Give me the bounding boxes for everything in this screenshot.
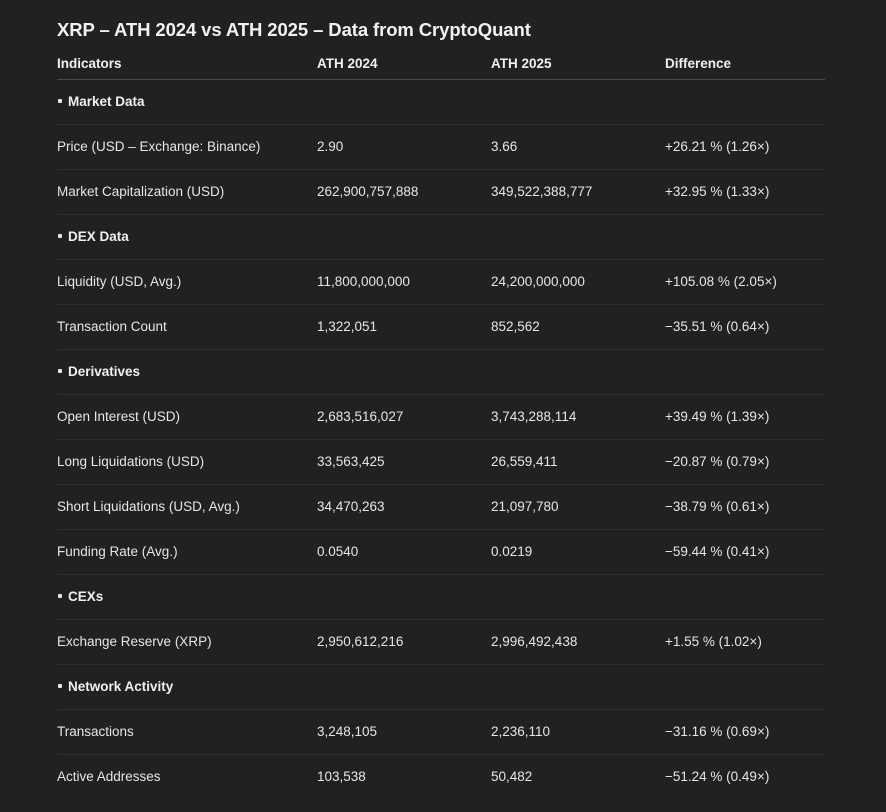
section-label: Derivatives <box>68 364 141 379</box>
section-label: Market Data <box>68 94 145 109</box>
indicator-cell: Liquidity (USD, Avg.) <box>57 274 182 289</box>
section-label: CEXs <box>68 589 104 604</box>
table-row <box>57 395 825 440</box>
difference-cell: +1.55 % (1.02×) <box>665 634 762 649</box>
table-row <box>57 170 825 215</box>
section-row-cexs <box>57 575 825 620</box>
indicator-cell: Long Liquidations (USD) <box>57 454 205 469</box>
section-row-market-data <box>57 80 825 125</box>
indicator-cell: Exchange Reserve (XRP) <box>57 634 212 649</box>
ath-2025-cell: 0.0219 <box>491 544 533 559</box>
difference-cell: −38.79 % (0.61×) <box>665 499 770 514</box>
ath-2025-cell: 3.66 <box>491 139 518 154</box>
section-row-network-activity <box>57 665 825 710</box>
ath-2025-cell: 50,482 <box>491 769 533 784</box>
ath-2025-cell: 349,522,388,777 <box>491 184 593 199</box>
ath-2025-cell: 3,743,288,114 <box>491 409 577 424</box>
table-row <box>57 260 825 305</box>
ath-2025-cell: 2,236,110 <box>491 724 551 739</box>
ath-2025-cell: 2,996,492,438 <box>491 634 578 649</box>
page-title: XRP – ATH 2024 vs ATH 2025 – Data from CryptoQuant <box>57 19 531 40</box>
section-row-dex-data <box>57 215 825 260</box>
ath-2024-cell: 1,322,051 <box>317 319 378 334</box>
ath-2024-cell: 2.90 <box>317 139 344 154</box>
indicator-cell: Transaction Count <box>57 319 167 334</box>
ath-2024-cell: 2,950,612,216 <box>317 634 404 649</box>
table-row <box>57 485 825 530</box>
indicator-cell: Active Addresses <box>57 769 161 784</box>
ath-2024-cell: 33,563,425 <box>317 454 385 469</box>
difference-cell: −20.87 % (0.79×) <box>665 454 770 469</box>
difference-cell: −35.51 % (0.64×) <box>665 319 770 334</box>
ath-2024-cell: 103,538 <box>317 769 366 784</box>
ath-2024-cell: 34,470,263 <box>317 499 385 514</box>
bullet-icon <box>58 684 62 688</box>
difference-cell: −31.16 % (0.69×) <box>665 724 770 739</box>
header-indicators: Indicators <box>57 56 122 71</box>
indicator-cell: Open Interest (USD) <box>57 409 181 424</box>
table-row <box>57 305 825 350</box>
indicator-cell: Market Capitalization (USD) <box>57 184 225 199</box>
table-row <box>57 440 825 485</box>
comparison-table <box>57 52 825 799</box>
indicator-cell: Price (USD – Exchange: Binance) <box>57 139 261 154</box>
bullet-icon <box>58 594 62 598</box>
section-label: DEX Data <box>68 229 129 244</box>
difference-cell: +26.21 % (1.26×) <box>665 139 770 154</box>
indicator-cell: Funding Rate (Avg.) <box>57 544 178 559</box>
difference-cell: +39.49 % (1.39×) <box>665 409 770 424</box>
ath-2024-cell: 11,800,000,000 <box>317 274 410 289</box>
section-row-derivatives <box>57 350 825 395</box>
difference-cell: +32.95 % (1.33×) <box>665 184 770 199</box>
ath-2024-cell: 262,900,757,888 <box>317 184 419 199</box>
bullet-icon <box>58 369 62 373</box>
ath-2024-cell: 3,248,105 <box>317 724 378 739</box>
difference-cell: −51.24 % (0.49×) <box>665 769 770 784</box>
bullet-icon <box>58 234 62 238</box>
header-difference: Difference <box>665 56 732 71</box>
ath-2025-cell: 26,559,411 <box>491 454 558 469</box>
table-row <box>57 530 825 575</box>
header-ath-2025: ATH 2025 <box>491 56 552 71</box>
ath-2024-cell: 0.0540 <box>317 544 359 559</box>
header-ath-2024: ATH 2024 <box>317 56 378 71</box>
bullet-icon <box>58 99 62 103</box>
table-row <box>57 755 825 799</box>
indicator-cell: Short Liquidations (USD, Avg.) <box>57 499 240 514</box>
table-row <box>57 710 825 755</box>
ath-2025-cell: 21,097,780 <box>491 499 559 514</box>
difference-cell: −59.44 % (0.41×) <box>665 544 770 559</box>
indicator-cell: Transactions <box>57 724 134 739</box>
ath-2025-cell: 852,562 <box>491 319 540 334</box>
ath-2025-cell: 24,200,000,000 <box>491 274 585 289</box>
ath-2024-cell: 2,683,516,027 <box>317 409 404 424</box>
table-row <box>57 620 825 665</box>
section-label: Network Activity <box>68 679 174 694</box>
difference-cell: +105.08 % (2.05×) <box>665 274 777 289</box>
table-row <box>57 125 825 170</box>
table-header-row <box>57 52 825 80</box>
